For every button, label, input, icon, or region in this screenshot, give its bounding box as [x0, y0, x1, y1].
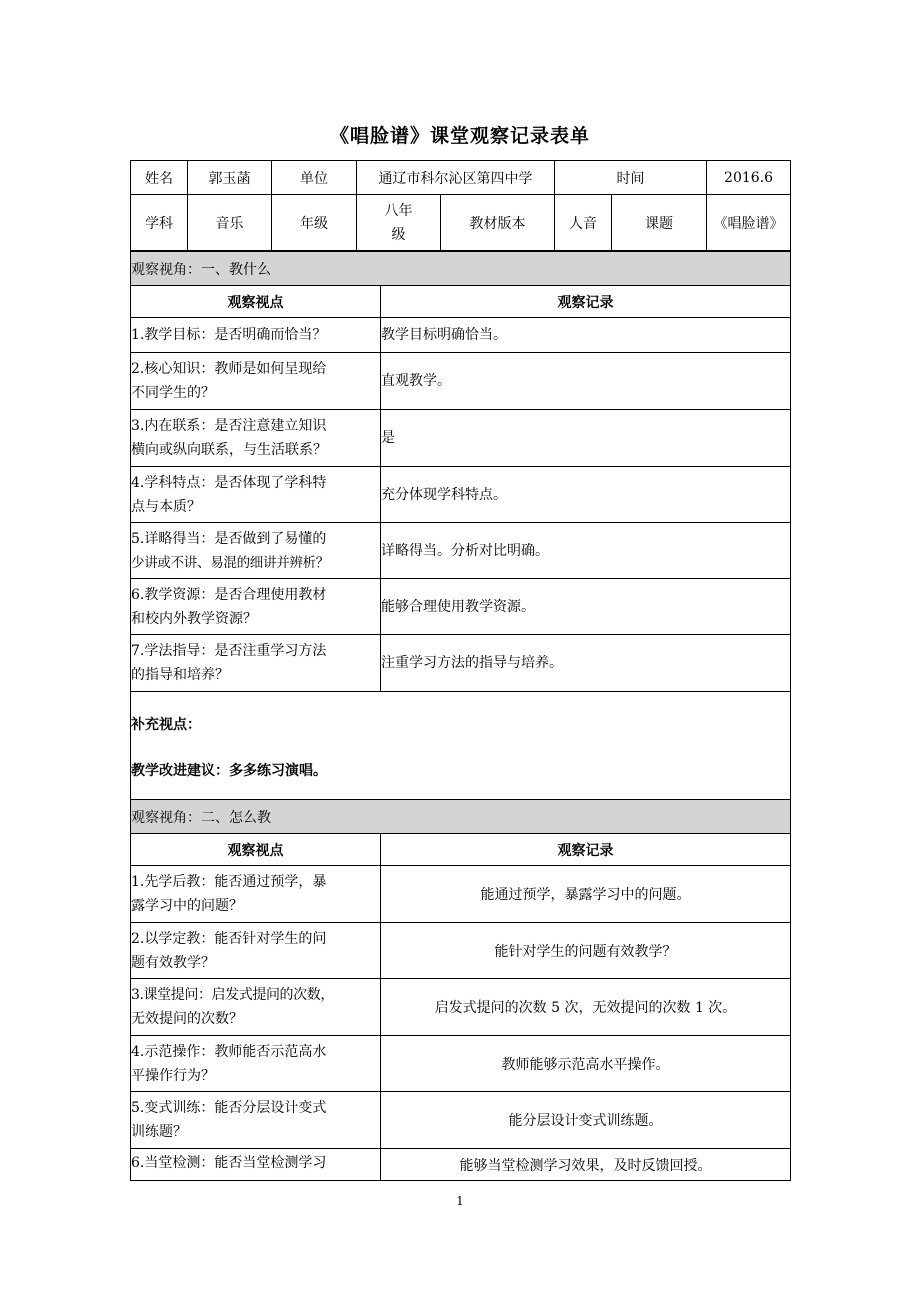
point-line1: 3.课堂提问：启发式提问的次数，	[131, 987, 334, 1003]
point-line1: 7.学法指导：是否注重学习方法	[131, 643, 327, 659]
unit-value: 通辽市科尔沁区第四中学	[357, 161, 555, 195]
point-line1: 4.示范操作：教师能否示范高水	[131, 1043, 327, 1060]
section2-title: 观察视角：二、怎么教	[131, 800, 791, 834]
point-line2: 平操作行为？	[131, 1067, 215, 1084]
table-row	[131, 523, 791, 579]
point-line2: 的指导和培养？	[131, 667, 229, 683]
subject-value: 音乐	[188, 195, 272, 251]
point-line1: 2.以学定教：能否针对学生的问	[131, 930, 327, 947]
point-line1: 6.教学资源：是否合理使用教材	[131, 586, 327, 603]
point-cell	[131, 353, 381, 410]
record-cell: 注重学习方法的指导与培养。	[381, 635, 791, 692]
point-line1: 6.当堂检测：能否当堂检测学习	[131, 1155, 327, 1171]
point-line1: 5.详略得当：是否做到了易懂的	[131, 530, 327, 547]
subject-label: 学科	[131, 195, 188, 251]
section2-table	[130, 799, 791, 1181]
textbook-value: 人音	[555, 195, 612, 251]
name-value: 郭玉菡	[188, 161, 272, 195]
table-row	[131, 1149, 791, 1181]
table-row	[131, 318, 791, 353]
record-cell: 能够当堂检测学习效果，及时反馈回授。	[381, 1149, 791, 1181]
record-cell: 教师能够示范高水平操作。	[381, 1036, 791, 1092]
grade-label: 年级	[272, 195, 357, 251]
section2-col-point: 观察视点	[131, 834, 381, 866]
record-cell: 充分体现学科特点。	[381, 467, 791, 523]
point-line2: 训练题？	[131, 1124, 187, 1140]
point-cell	[131, 923, 381, 979]
point-line2: 少讲或不讲、易混的细讲并辨析？	[131, 554, 329, 571]
point-cell	[131, 318, 381, 353]
record-cell: 能通过预学，暴露学习中的问题。	[381, 866, 791, 923]
point-line2: 横向或纵向联系，与生活联系？	[131, 442, 327, 458]
table-row	[131, 979, 791, 1036]
grade-line1: 八年	[384, 202, 413, 219]
point-line1: 2.核心知识：教师是如何呈现给	[131, 361, 327, 377]
improvement-suggestion: 教学改进建议：多多练习演唱。	[131, 762, 327, 779]
table-row	[131, 353, 791, 410]
supplement-label: 补充视点：	[131, 716, 201, 733]
record-cell: 是	[381, 410, 791, 467]
topic-label: 课题	[612, 195, 707, 251]
textbook-label: 教材版本	[441, 195, 555, 251]
record-cell: 能针对学生的问题有效教学？	[381, 923, 791, 979]
table-row	[131, 1092, 791, 1149]
time-label: 时间	[555, 161, 707, 195]
point-cell	[131, 866, 381, 923]
time-value: 2016.6	[707, 161, 791, 195]
topic-value: 《唱脸谱》	[707, 195, 791, 251]
section1-title: 观察视角：一、教什么	[131, 252, 791, 286]
point-line2: 题有效教学？	[131, 954, 215, 971]
record-cell: 详略得当。分析对比明确。	[381, 523, 791, 579]
point-line1: 5.变式训练：能否分层设计变式	[131, 1100, 327, 1116]
grade-value	[357, 195, 441, 251]
table-row	[131, 635, 791, 692]
table-row	[131, 410, 791, 467]
point-cell	[131, 523, 381, 579]
point-line1: 4.学科特点：是否体现了学科特	[131, 474, 327, 491]
point-cell	[131, 1092, 381, 1149]
table-row	[131, 923, 791, 979]
record-cell: 能分层设计变式训练题。	[381, 1092, 791, 1149]
table-row	[131, 1036, 791, 1092]
point-cell	[131, 979, 381, 1036]
point-cell	[131, 1149, 381, 1181]
unit-label: 单位	[272, 161, 357, 195]
point-line2: 露学习中的问题？	[131, 898, 243, 914]
table-row	[131, 467, 791, 523]
record-cell: 直观教学。	[381, 353, 791, 410]
point-cell	[131, 635, 381, 692]
page-title: 《唱脸谱》课堂观察记录表单	[329, 125, 590, 147]
table-row	[131, 866, 791, 923]
supplement-cell	[131, 692, 791, 804]
section1-col-record: 观察记录	[381, 286, 791, 318]
section2-col-record: 观察记录	[381, 834, 791, 866]
record-cell: 教学目标明确恰当。	[381, 318, 791, 353]
record-cell: 启发式提问的次数 5 次，无效提问的次数 1 次。	[381, 979, 791, 1036]
page-number: 1	[456, 1194, 464, 1208]
header-info-table	[130, 160, 791, 251]
point-line2: 不同学生的？	[131, 385, 215, 401]
grade-line2: 级	[391, 226, 406, 243]
section1-col-point: 观察视点	[131, 286, 381, 318]
point-line2: 点与本质？	[131, 498, 201, 515]
point-line1: 1.先学后教：能否通过预学，暴	[131, 874, 327, 890]
name-label: 姓名	[131, 161, 188, 195]
section1-table	[130, 251, 791, 804]
point-text: 1.教学目标：是否明确而恰当？	[131, 327, 327, 343]
point-line2: 无效提问的次数？	[131, 1011, 243, 1027]
point-line1: 3.内在联系：是否注意建立知识	[131, 418, 327, 434]
point-cell	[131, 467, 381, 523]
point-line2: 和校内外教学资源？	[131, 610, 257, 627]
point-cell	[131, 1036, 381, 1092]
point-cell	[131, 579, 381, 635]
point-cell	[131, 410, 381, 467]
record-cell: 能够合理使用教学资源。	[381, 579, 791, 635]
table-row	[131, 579, 791, 635]
